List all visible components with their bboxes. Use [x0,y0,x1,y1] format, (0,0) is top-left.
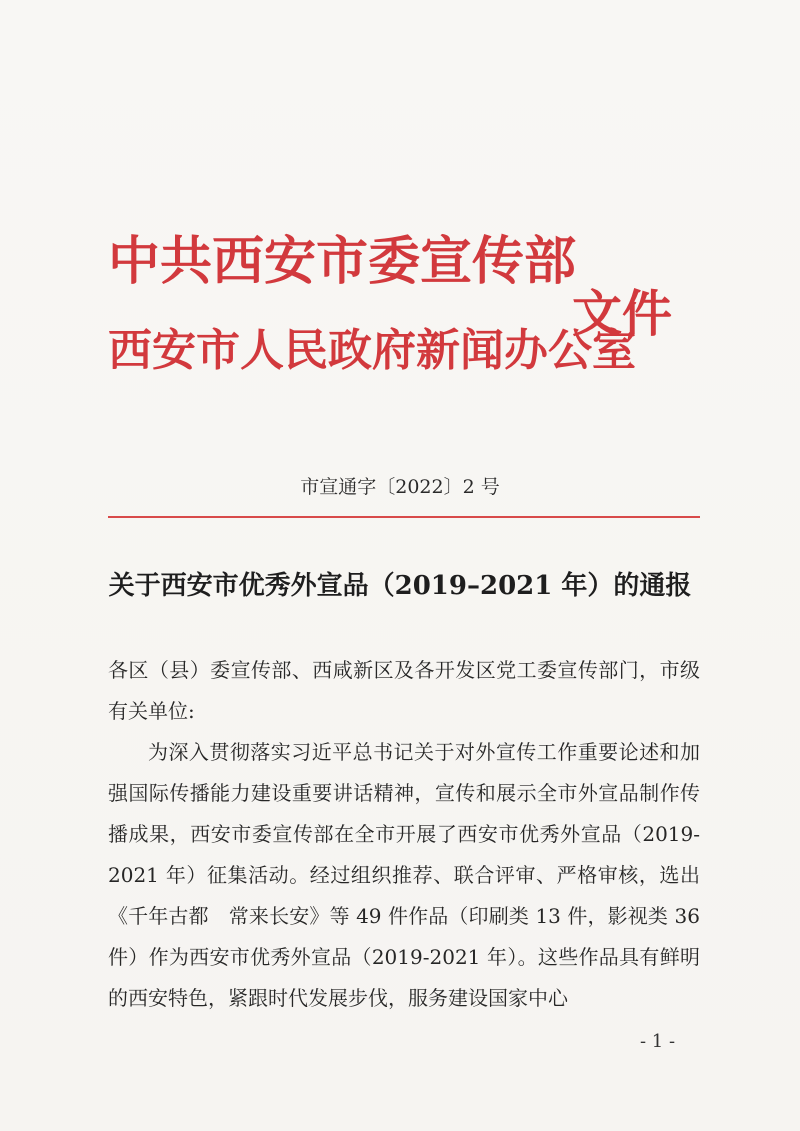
page-number: - 1 - [640,1031,676,1052]
document-number: 市宣通字〔2022〕2 号 [300,476,500,498]
red-divider-line [108,516,700,518]
notice-title: 关于西安市优秀外宣品（2019–2021 年）的通报 [108,571,692,601]
body-paragraph: 为深入贯彻落实习近平总书记关于对外宣传工作重要论述和加强国际传播能力建设重要讲话精神，宣传和展示全市外宣品制作传播成果，西安市委宣传部在全市开展了西安市优秀外宣品（2019-2021 年）征集活动。经过组织推荐、联合评审、严格审核，选出《千年古都 常来长安》等 49 件作品（印刷类 13 件，影视类 36 件）作为西安市优秀外宣品（2019-2021 年）。这些作品具有鲜明的西安特色，紧跟时代发展步伐，服务建设国家中心 [108,740,700,1010]
issuing-org-line-1: 中共西安市委宣传部 [108,231,577,292]
issuing-org-line-2: 西安市人民政府新闻办公室 [108,325,636,376]
document-type-label: 文件 [572,284,672,343]
addressee-text: 各区（县）委宣传部、西咸新区及各开发区党工委宣传部门，市级有关单位: [108,658,700,723]
